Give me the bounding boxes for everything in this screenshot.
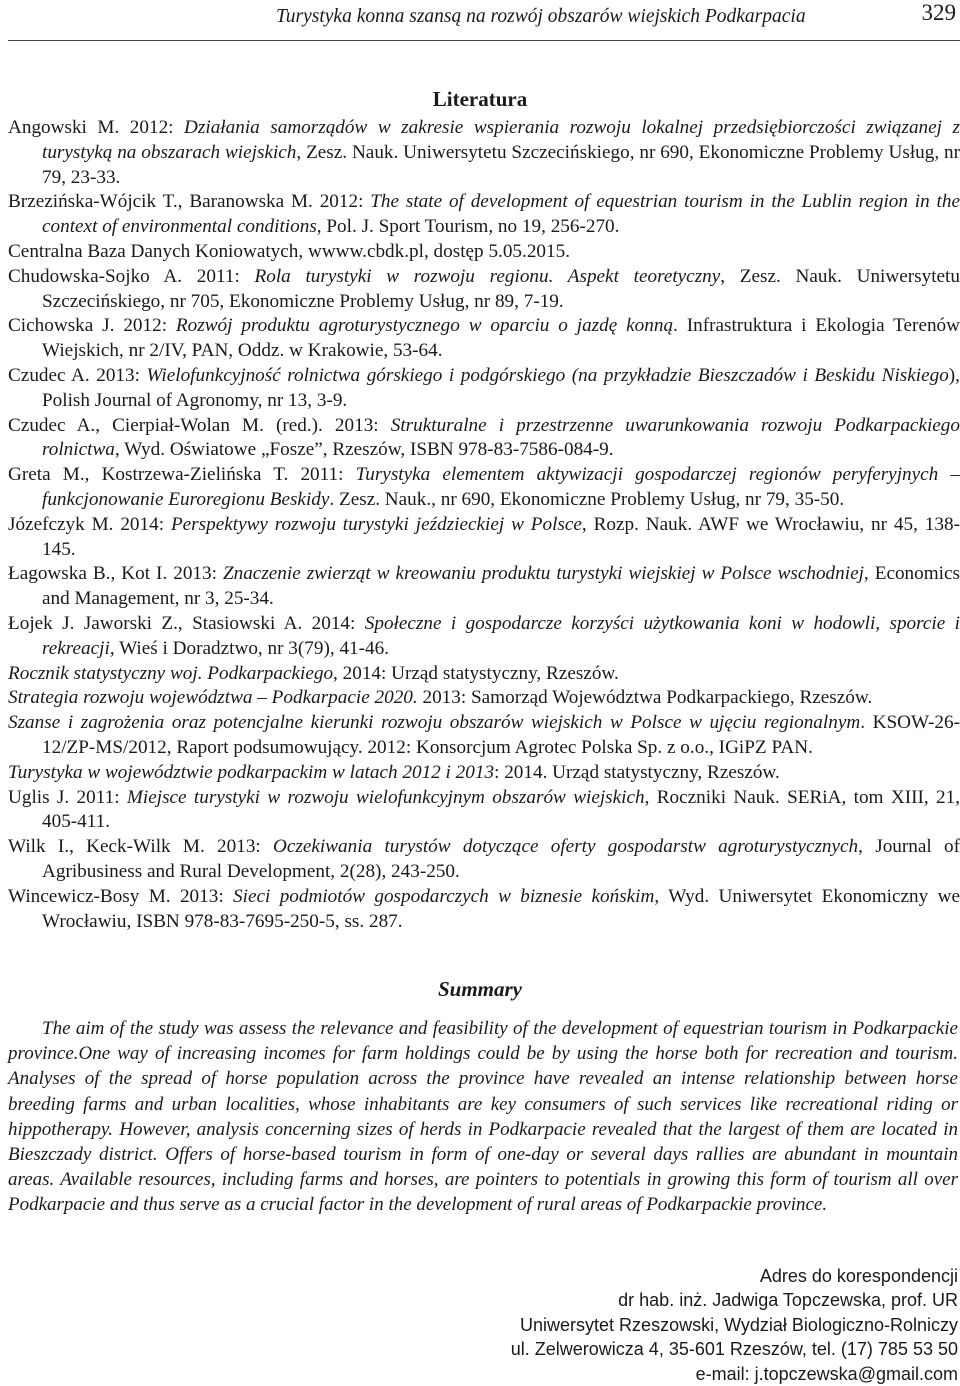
reference-source: , Journal of Agribusiness and Rural Development, 2(28), 243-250. [42,836,960,882]
reference-entry [8,314,960,364]
reference-entry [8,562,960,612]
reference-source: , Zesz. Nauk. Uniwersytetu Szczecińskiego, nr 705, Ekonomiczne Problemy Usług, nr 89, 7-19. [42,265,960,312]
page-number: 329 [921,0,956,25]
reference-entry [8,662,960,687]
reference-authors-year: Wincewicz-Bosy M. 2013: [8,885,234,907]
reference-source: , Economics and Management, nr 3, 25-34. [42,563,960,610]
reference-title: Rozwój produktu agroturystycznego w oparciu o jazdę konną [175,315,674,337]
reference-title: Znaczenie zwierząt w kreowaniu produktu turystyki wiejskiej w Polsce wschodniej [222,563,864,585]
reference-title: Miejsce turystyki w rozwoju wielofunkcyjnym obszarów wiejskich [126,786,645,808]
reference-title: The state of development of equestrian tourism in the Lublin region in the context of environmental conditions [42,191,960,238]
reference-authors-year: Cichowska J. 2012: [8,315,176,337]
reference-source: , Wieś i Doradztwo, nr 3(79), 41-46. [109,637,390,659]
reference-entry [8,761,960,786]
reference-source: , 2014: Urząd statystyczny, Rzeszów. [333,662,619,684]
reference-source: : 2014. Urząd statystyczny, Rzeszów. [494,761,780,783]
summary-heading: Summary [437,977,523,1001]
reference-source: 2013: Samorząd Województwa Podkarpackiego, Rzeszów. [417,687,873,709]
reference-source: . Zesz. Nauk., nr 690, Ekonomiczne Problemy Usług, nr 79, 35-50. [329,488,845,510]
correspondence-address [511,1264,958,1386]
reference-title: Turystyka elementem aktywizacji gospodarczej regionów peryferyjnych – funkcjonowanie Euroregionu Beskidy [42,464,960,510]
reference-source: , Zesz. Nauk. Uniwersytetu Szczecińskiego, nr 690, Ekonomiczne Problemy Usług, nr 79, 23-33. [42,141,960,188]
reference-source: , Wyd. Uniwersytet Ekonomiczny we Wrocławiu, ISBN 978-83-7695-250-5, ss. 287. [42,885,960,932]
reference-title: Szanse i zagrożenia oraz potencjalne kierunki rozwoju obszarów wiejskich w Polsce w ujęciu regionalnym [8,712,861,734]
reference-authors-year: Angowski M. 2012: [8,117,185,138]
running-header [8,0,960,30]
reference-entry [8,835,960,885]
reference-entry [8,612,960,662]
address-line: dr hab. inż. Jadwiga Topczewska, prof. UR [618,1290,958,1311]
references-heading: Literatura [432,87,528,111]
running-title: Turystyka konna szansą na rozwój obszarów wiejskich Podkarpacia [276,6,806,27]
reference-title: Społeczne i gospodarcze korzyści użytkowania koni w hodowli, sporcie i rekreacji [42,612,960,659]
reference-authors-year: Czudec A., Cierpiał-Wolan M. (red.). 2013: [8,414,391,436]
reference-authors-year: Łagowska B., Kot I. 2013: [8,563,223,585]
reference-authors-year: Greta M., Kostrzewa-Zielińska T. 2011: [8,464,356,486]
address-line: ul. Zelwerowicza 4, 35-601 Rzeszów, tel. (17) 785 53 50 [510,1339,958,1360]
reference-source: . Infrastruktura i Ekologia Terenów Wiejskich, nr 2/IV, PAN, Oddz. w Krakowie, 53-64. [42,315,960,362]
address-line: e-mail: j.topczewska@gmail.com [695,1363,958,1384]
reference-title: Rocznik statystyczny woj. Podkarpackiego [8,662,334,684]
reference-title: Turystyka w województwie podkarpackim w latach 2012 i 2013 [8,761,495,783]
reference-source: , Rozp. Nauk. AWF we Wrocławiu, nr 45, 138-145. [42,513,960,560]
address-line: Adres do korespondencji [759,1266,958,1286]
reference-source: , Pol. J. Sport Tourism, no 19, 256-270. [316,216,620,238]
reference-entry [8,240,960,265]
reference-entry [8,711,960,761]
reference-entry [8,116,960,190]
reference-title: Oczekiwania turystów dotyczące oferty gospodarstw agroturystycznych [273,836,859,858]
reference-authors-year: Brzezińska-Wójcik T., Baranowska M. 2012: [8,191,371,213]
references-list [8,116,960,934]
reference-authors-year: Chudowska-Sojko A. 2011: [8,265,255,287]
reference-authors-year: Józefczyk M. 2014: [8,513,171,535]
reference-source: , Wyd. Oświatowe „Fosze”, Rzeszów, ISBN 978-83-7586-084-9. [114,439,614,461]
reference-entry [8,265,960,315]
reference-title: Wielofunkcyjność rolnictwa górskiego i podgórskiego (na przykładzie Bieszczadów i Beskidu Niskiego [146,364,949,386]
reference-authors-year: Wilk I., Keck-Wilk M. 2013: [8,836,274,858]
reference-source: ), Polish Journal of Agronomy, nr 13, 3-9. [42,364,960,411]
reference-entry [8,686,960,711]
reference-source: , Roczniki Nauk. SERiA, tom XIII, 21, 405-411. [42,786,960,833]
reference-entry [8,786,960,836]
reference-title: Rola turystyki w rozwoju regionu. Aspekt teoretyczny [254,265,721,287]
reference-authors-year: Centralna Baza Danych Koniowatych, wwww.cbdk.pl, dostęp 5.05.2015. [8,240,570,262]
reference-title: Strategia rozwoju województwa – Podkarpacie 2020. [8,687,418,709]
reference-authors-year: Łojek J. Jaworski Z., Stasiowski A. 2014: [8,612,365,634]
address-line: Uniwersytet Rzeszowski, Wydział Biologiczno-Rolniczy [520,1314,958,1335]
reference-entry [8,885,960,935]
reference-entry [8,513,960,563]
summary-paragraph: The aim of the study was assess the relevance and feasibility of the development of equestrian tourism in Podkarpackie province.One way of increasing incomes for farm holdings could be by using the horse both for recreation and tourism. Analyses of the spread of horse population across the province have revealed an intense relationship between horse breeding farms and urban localities, whose inhabitants are key consumers of such services like recreational riding or hippotherapy. However, analysis concerning sizes of herds in Podkarpacie revealed that the largest of them are located in Bieszczady district. Offers of horse-based tourism in form of one-day or several days rallies are abundant in mountain areas. Available resources, including farms and horses, are pointers to potentials in growing this form of tourism all over Podkarpacie and thus serve as a crucial factor in the development of rural areas of Podkarpackie province. [8,1018,958,1216]
reference-entry [8,364,960,414]
reference-source: . KSOW-26-12/ZP-MS/2012, Raport podsumowujący. 2012: Konsorcjum Agrotec Polska Sp. z o.o., IGiPZ PAN. [42,712,960,758]
reference-entry [8,463,960,513]
header-rule [8,40,960,41]
reference-authors-year: Uglis J. 2011: [8,786,127,808]
reference-authors-year: Czudec A. 2013: [8,364,147,386]
reference-title: Perspektywy rozwoju turystyki jeździeckiej w Polsce [170,513,582,535]
reference-entry [8,414,960,464]
reference-entry [8,190,960,240]
reference-title: Działania samorządów w zakresie wspierania rozwoju lokalnej przedsiębiorczości związanej z turystyką na obszarach wiejskich [42,117,960,163]
reference-title: Sieci podmiotów gospodarczych w biznesie końskim [233,885,655,907]
reference-title: Strukturalne i przestrzenne uwarunkowania rozwoju Podkarpackiego rolnictwa [42,414,960,461]
